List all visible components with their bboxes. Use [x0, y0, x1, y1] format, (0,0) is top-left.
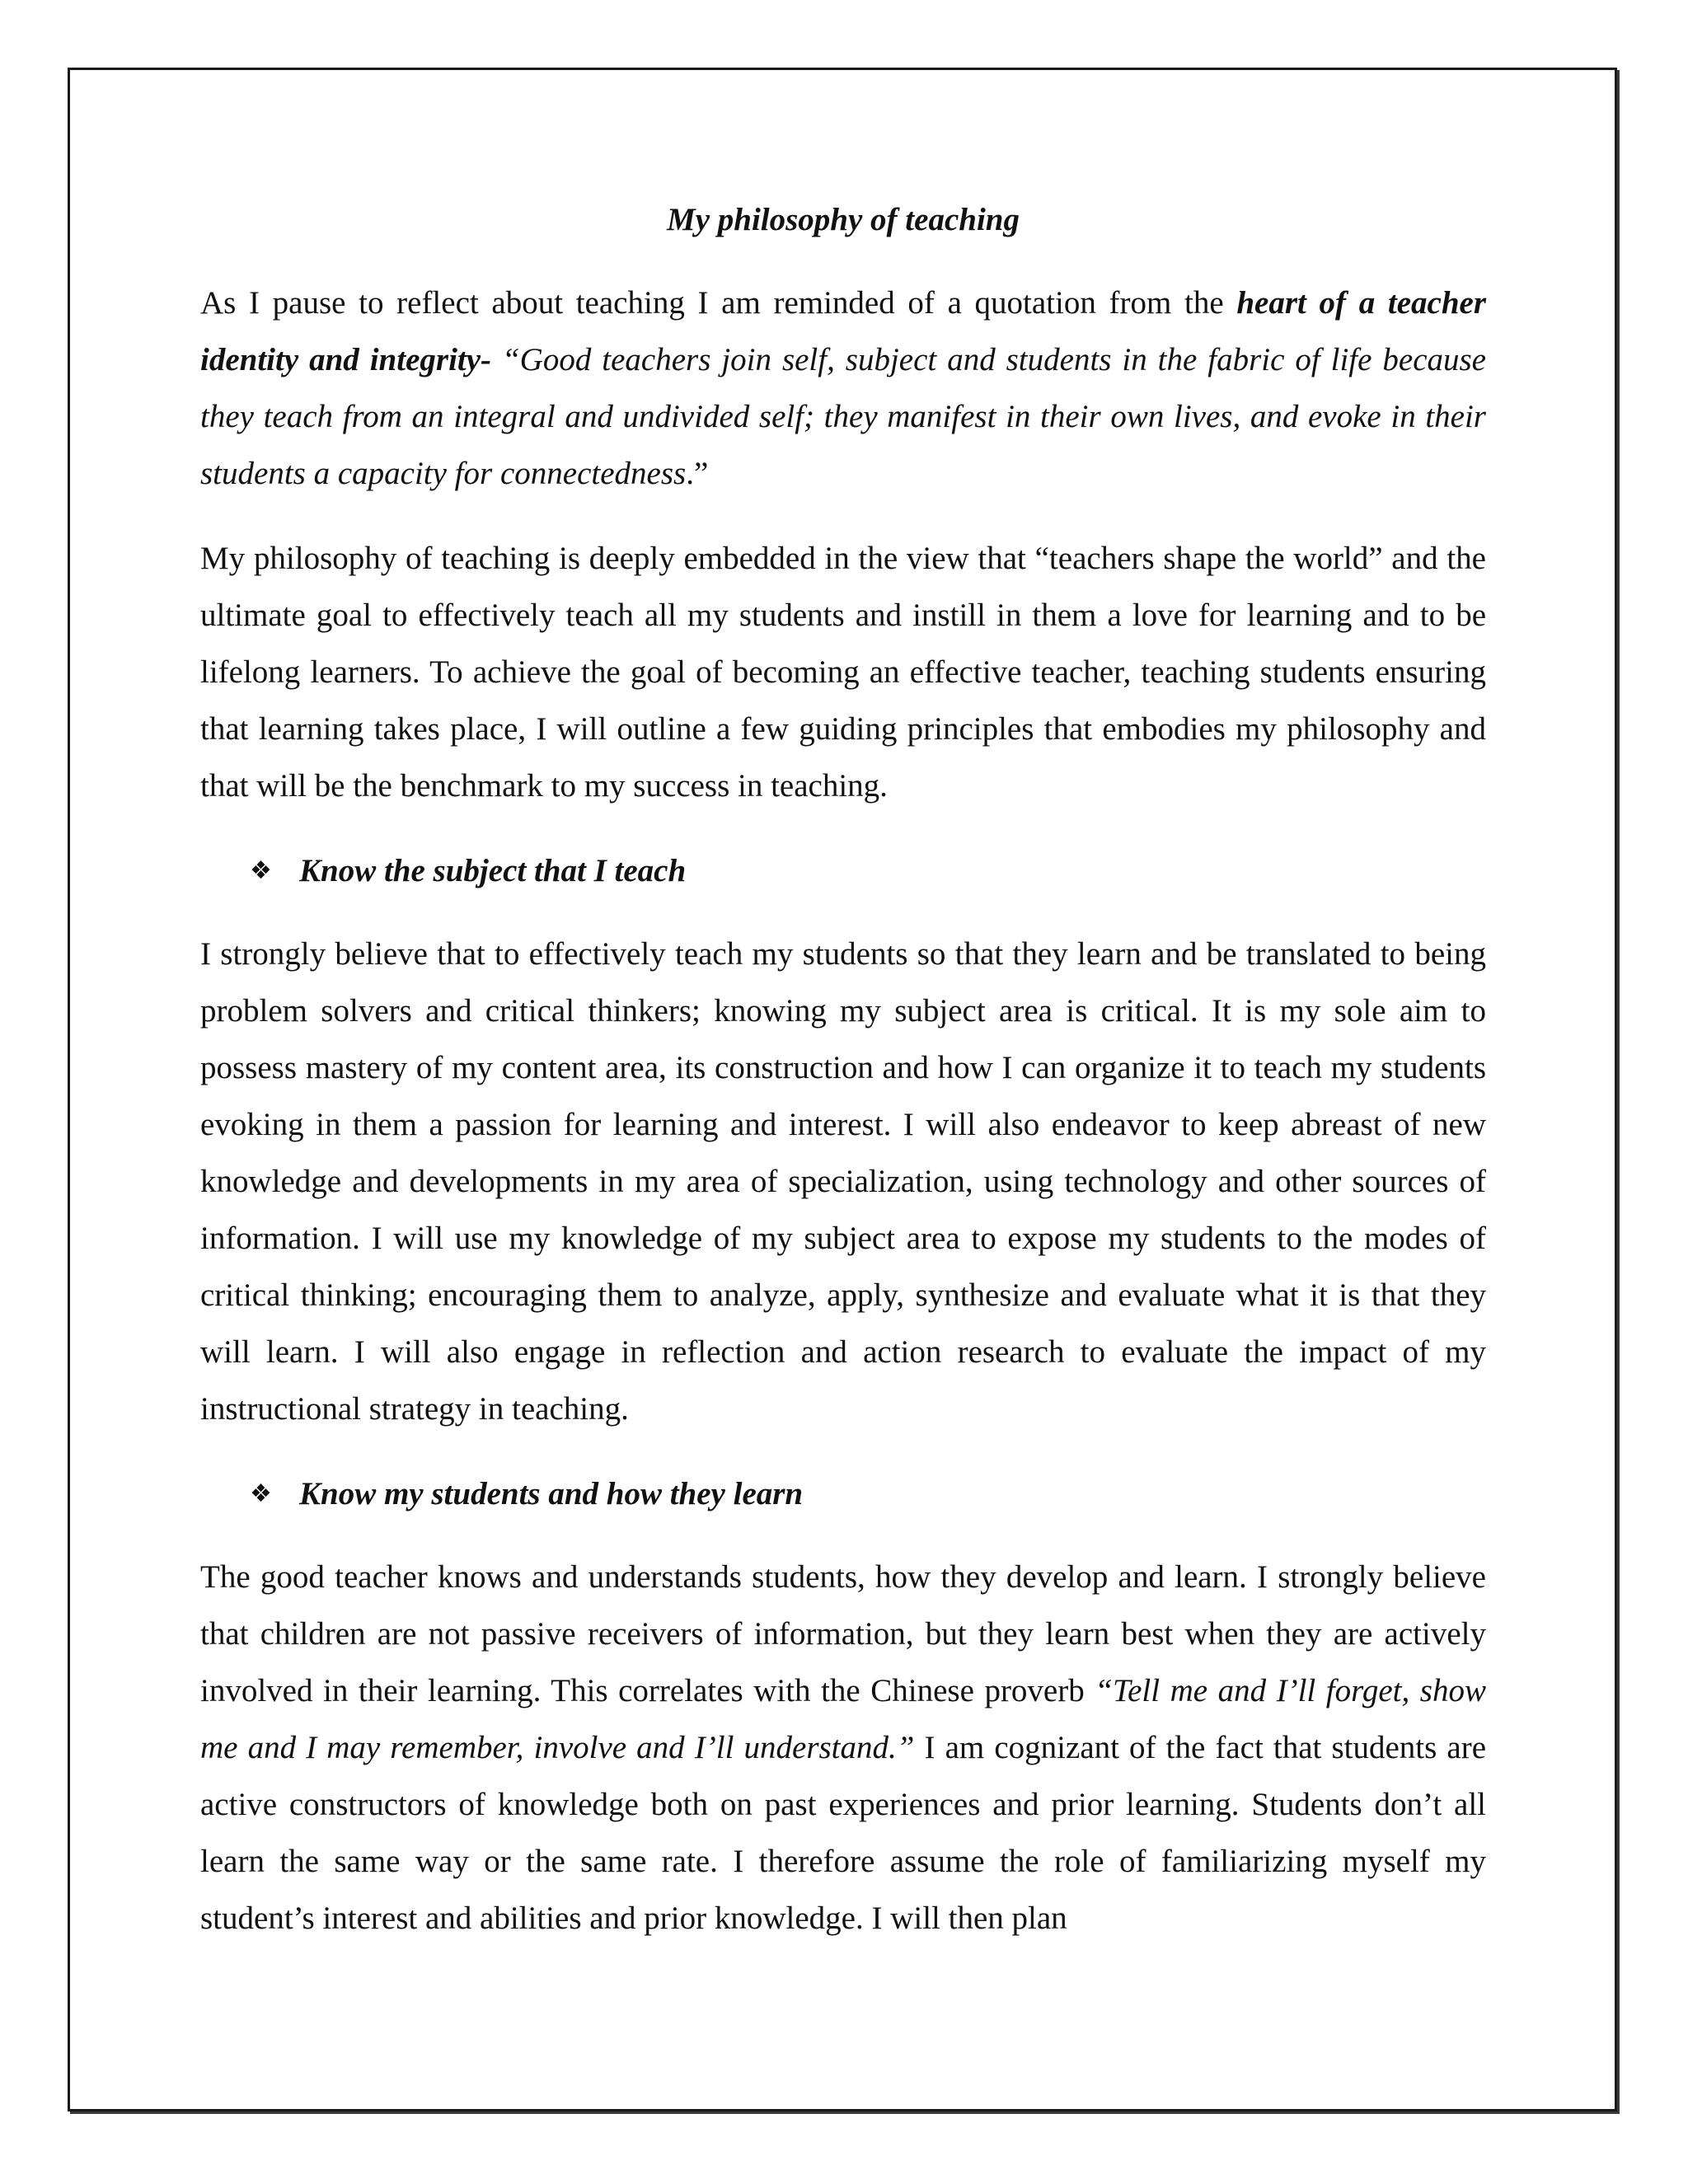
- section-heading-subject-text: Know the subject that I teach: [299, 853, 687, 888]
- chinese-proverb: “Tell me and I’ll forget, show me and I may remember, involve and I’ll understand.”: [200, 1673, 1486, 1765]
- document-title: My philosophy of teaching: [667, 202, 1020, 237]
- section-heading-subject: [200, 842, 1486, 899]
- intro-close: .”: [686, 456, 709, 491]
- students-body-start: The good teacher knows and understands students, how they develop and learn. I strongly believe that children are not passive receivers of information, but they learn best when they are actively involved in their learning. This correlates with the Chinese proverb: [200, 1559, 1486, 1708]
- philosophy-paragraph: My philosophy of teaching is deeply embedded in the view that “teachers shape the world” and the ultimate goal to effectively teach all my students and instill in them a love for learning and to be lifelong learners. To achieve the goal of becoming an effective teacher, teaching students ensuring that learning takes place, I will outline a few guiding principles that embodies my philosophy and that will be the benchmark to my success in teaching.: [200, 541, 1486, 804]
- document-body: [200, 191, 1486, 1947]
- diamond-bullet-icon: ❖: [250, 856, 272, 885]
- section-students-body: [200, 1549, 1486, 1947]
- section-heading-students: [200, 1465, 1486, 1522]
- diamond-bullet-icon: ❖: [250, 1479, 272, 1508]
- section-heading-students-text: Know my students and how they learn: [299, 1476, 804, 1511]
- intro-paragraph: [200, 274, 1486, 502]
- students-body-end: I am cognizant of the fact that students are active constructors of knowledge both on past experiences and prior learning. Students don’t all learn the same way or the same rate. I therefore assume the role of familiarizing myself my student’s interest and abilities and prior knowledge. I will then plan: [200, 1730, 1487, 1936]
- intro-quote: “Good teachers join self, subject and students in the fabric of life because they teach from an integral and undivided self; they manifest in their own lives, and evoke in their students a capacity for connectedness: [200, 342, 1486, 491]
- section-subject-body: I strongly believe that to effectively teach my students so that they learn and be translated to being problem solvers and critical thinkers; knowing my subject area is critical. It is my sole aim to possess mastery of my content area, its construction and how I can organize it to teach my students evoking in them a passion for learning and interest. I will also endeavor to keep abreast of new knowledge and developments in my area of specialization, using technology and other sources of information. I will use my knowledge of my subject area to expose my students to the modes of critical thinking; encouraging them to analyze, apply, synthesize and evaluate what it is that they will learn. I will also engage in reflection and action research to evaluate the impact of my instructional strategy in teaching.: [200, 936, 1486, 1427]
- intro-source: heart of a teacher identity and integrity-: [200, 285, 1486, 377]
- intro-lead: As I pause to reflect about teaching I am reminded of a quotation from the: [200, 285, 1237, 321]
